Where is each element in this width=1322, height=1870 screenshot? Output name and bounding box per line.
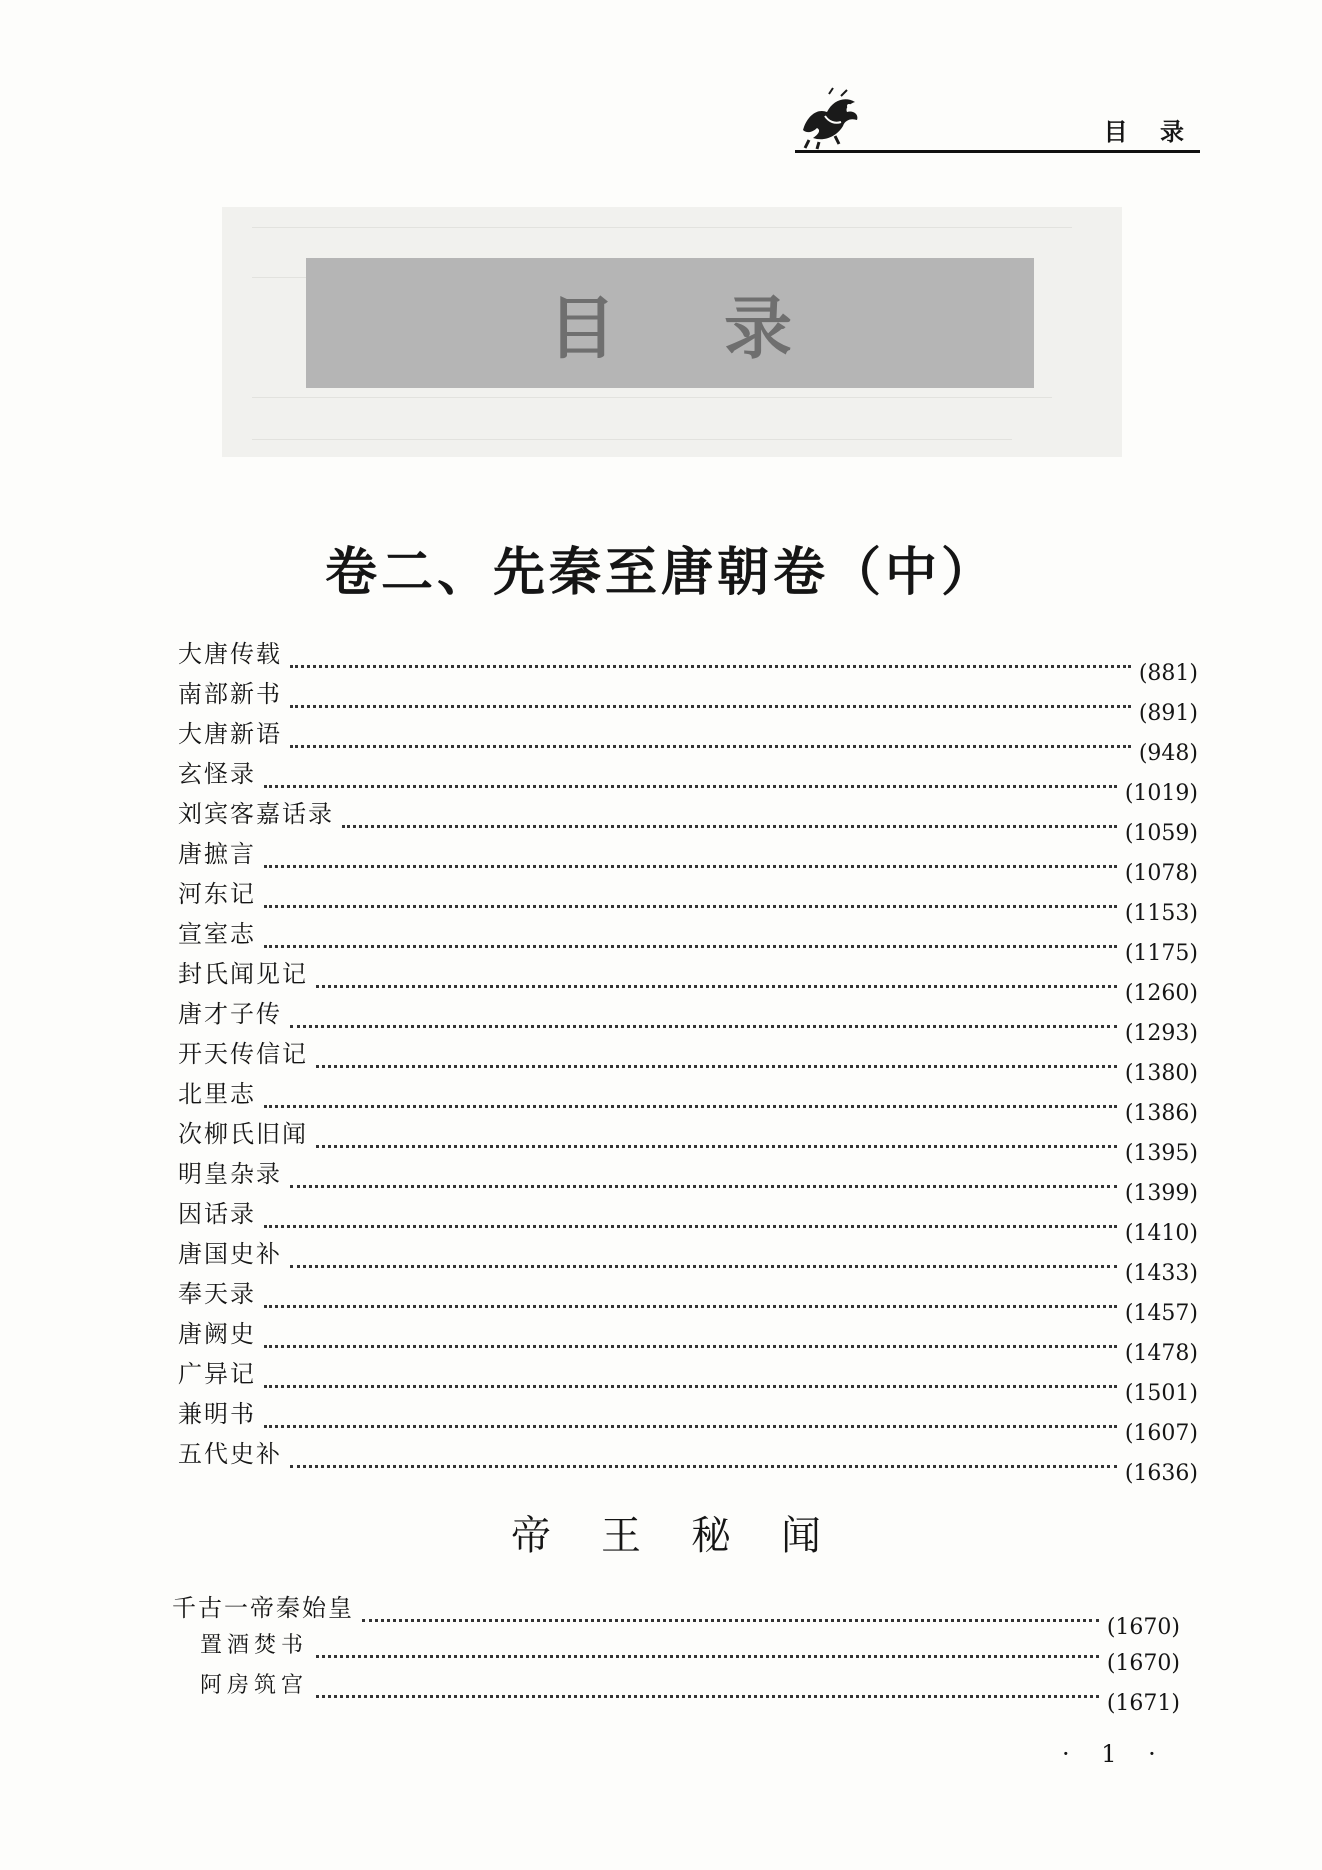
dot-leader (264, 905, 1117, 908)
toc-entry[interactable] (178, 914, 1198, 966)
toc-entry-page: (1380) (1124, 1061, 1198, 1086)
toc-entry-title: 玄怪录 (178, 760, 256, 788)
toc-entry-page: (1078) (1124, 861, 1198, 886)
toc-entry-title: 大唐传载 (178, 640, 282, 668)
dot-leader (264, 945, 1117, 948)
toc-entry[interactable] (178, 1034, 1198, 1086)
toc-entry-page: (1410) (1124, 1221, 1198, 1246)
toc-entry-title: 五代史补 (178, 1440, 282, 1468)
toc-entry-title: 开天传信记 (178, 1040, 308, 1068)
section-title: 帝王秘闻 (511, 1513, 871, 1559)
toc-entry[interactable] (178, 994, 1198, 1046)
toc-entry[interactable] (178, 954, 1198, 1006)
volume-title: 卷二、先秦至唐朝卷（中） (324, 543, 997, 603)
toc-entry-page: (1399) (1124, 1181, 1198, 1206)
toc-entry-title: 唐才子传 (178, 1000, 282, 1028)
toc-entry[interactable] (178, 874, 1198, 926)
toc-entry[interactable] (178, 1194, 1198, 1246)
toc-entry[interactable] (178, 1354, 1198, 1406)
dot-leader (264, 785, 1117, 788)
dot-leader (316, 1655, 1099, 1658)
dot-leader (264, 1105, 1117, 1108)
section-subentry[interactable] (172, 1668, 1180, 1716)
toc-entry-page: (948) (1138, 741, 1198, 766)
toc-entry[interactable] (178, 1234, 1198, 1286)
page-number: · 1 · (1062, 1740, 1168, 1768)
section-subentry-title: 阿房筑宫 (200, 1673, 309, 1698)
toc-entry-title: 因话录 (178, 1200, 256, 1228)
dot-leader (264, 1225, 1117, 1228)
toc-list (178, 634, 1198, 1486)
toc-entry-title: 北里志 (178, 1080, 256, 1108)
toc-entry-title: 次柳氏旧闻 (178, 1120, 308, 1148)
toc-entry-page: (1457) (1124, 1301, 1198, 1326)
toc-entry-page: (1153) (1124, 901, 1198, 926)
toc-entry-page: (1260) (1124, 981, 1198, 1006)
toc-entry[interactable] (178, 1314, 1198, 1366)
running-header-title: 目 录 (1103, 118, 1196, 146)
running-header (795, 86, 1200, 150)
toc-entry-page: (1019) (1124, 781, 1198, 806)
toc-entry-title: 南部新书 (178, 680, 282, 708)
toc-entry[interactable] (178, 754, 1198, 806)
toc-entry-title: 唐阙史 (178, 1320, 256, 1348)
dot-leader (264, 1425, 1117, 1428)
toc-entry-page: (1293) (1124, 1021, 1198, 1046)
section-entry-page: (1670) (1106, 1615, 1180, 1640)
dot-leader (342, 825, 1117, 828)
dot-leader (290, 1265, 1117, 1268)
header-rule (795, 150, 1200, 153)
banner-title: 目录 (547, 289, 900, 369)
toc-entry-page: (1395) (1124, 1141, 1198, 1166)
toc-entry-title: 唐国史补 (178, 1240, 282, 1268)
toc-entry-title: 河东记 (178, 880, 256, 908)
toc-entry-title: 明皇杂录 (178, 1160, 282, 1188)
toc-entry[interactable] (178, 1154, 1198, 1206)
toc-entry[interactable] (178, 634, 1198, 686)
toc-entry-page: (1433) (1124, 1261, 1198, 1286)
dot-leader (264, 1345, 1117, 1348)
dot-leader (264, 865, 1117, 868)
section-entry-title: 千古一帝秦始皇 (172, 1594, 354, 1622)
toc-entry-title: 宣室志 (178, 920, 256, 948)
toc-entry-title: 大唐新语 (178, 720, 282, 748)
toc-entry[interactable] (178, 674, 1198, 726)
dot-leader (290, 1025, 1117, 1028)
section-entry[interactable] (172, 1588, 1180, 1640)
title-banner (306, 258, 1034, 388)
toc-entry-page: (891) (1138, 701, 1198, 726)
dot-leader (264, 1385, 1117, 1388)
toc-entry[interactable] (178, 714, 1198, 766)
toc-entry-page: (1175) (1124, 941, 1198, 966)
toc-entry-title: 唐摭言 (178, 840, 256, 868)
section-subentry-page: (1671) (1106, 1691, 1180, 1716)
toc-entry-page: (881) (1138, 661, 1198, 686)
section-subentry-title: 置酒焚书 (200, 1633, 309, 1658)
toc-entry[interactable] (178, 1394, 1198, 1446)
dot-leader (316, 1695, 1099, 1698)
toc-entry-title: 广异记 (178, 1360, 256, 1388)
section-subentry-page: (1670) (1106, 1651, 1180, 1676)
toc-entry-title: 刘宾客嘉话录 (178, 800, 334, 828)
toc-entry-page: (1636) (1124, 1461, 1198, 1486)
dot-leader (264, 1305, 1117, 1308)
toc-entry-page: (1386) (1124, 1101, 1198, 1126)
dot-leader (290, 665, 1131, 668)
toc-entry[interactable] (178, 1274, 1198, 1326)
toc-entry[interactable] (178, 1114, 1198, 1166)
dot-leader (290, 745, 1131, 748)
dot-leader (316, 1065, 1117, 1068)
toc-entry-page: (1478) (1124, 1341, 1198, 1366)
dot-leader (362, 1619, 1099, 1622)
dragon-emblem-icon (795, 86, 865, 150)
toc-entry[interactable] (178, 794, 1198, 846)
toc-entry[interactable] (178, 834, 1198, 886)
toc-entry-title: 封氏闻见记 (178, 960, 308, 988)
toc-entry-page: (1059) (1124, 821, 1198, 846)
toc-entry-title: 奉天录 (178, 1280, 256, 1308)
section-toc-list (172, 1588, 1180, 1716)
dot-leader (290, 705, 1131, 708)
dot-leader (290, 1185, 1117, 1188)
dot-leader (316, 985, 1117, 988)
toc-entry-page: (1607) (1124, 1421, 1198, 1446)
toc-entry[interactable] (178, 1074, 1198, 1126)
toc-entry-title: 兼明书 (178, 1400, 256, 1428)
dot-leader (316, 1145, 1117, 1148)
toc-entry-page: (1501) (1124, 1381, 1198, 1406)
section-subentry[interactable] (172, 1628, 1180, 1676)
dot-leader (290, 1465, 1117, 1468)
toc-entry[interactable] (178, 1434, 1198, 1486)
